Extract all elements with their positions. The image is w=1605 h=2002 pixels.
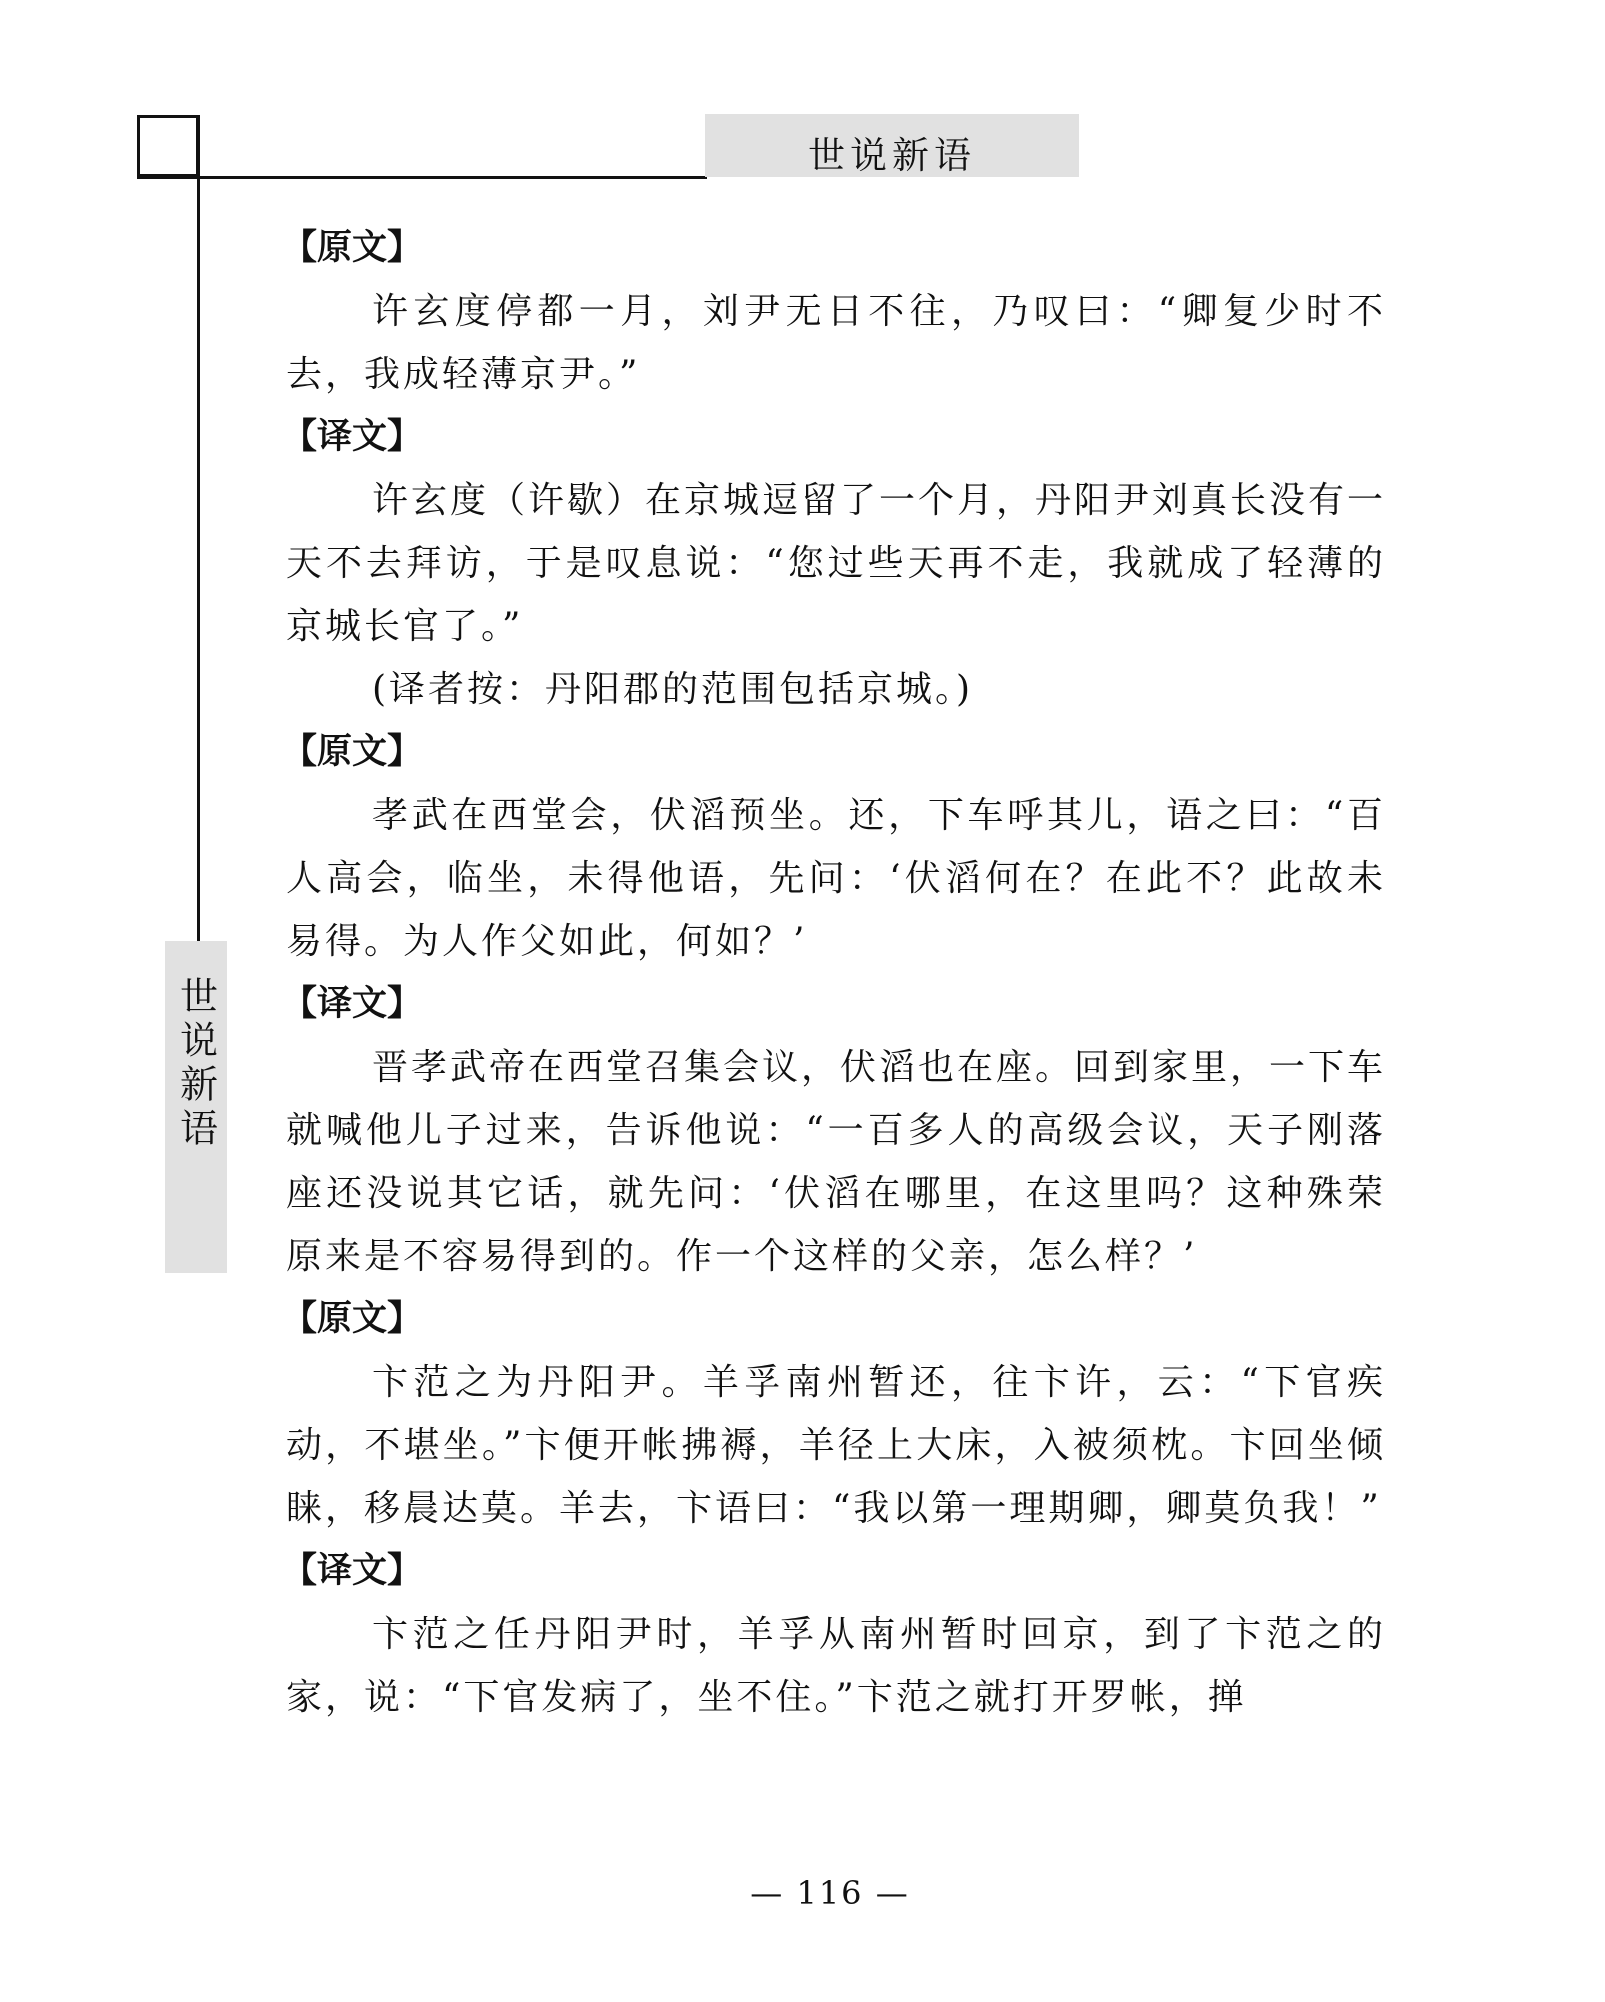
margin-vertical-rule: [197, 115, 200, 945]
section-label-translation: 【译文】: [282, 1551, 423, 1591]
paragraph: 许玄度停都一月，刘尹无日不往，乃叹曰：“卿复少时不去，我成轻薄京尹。”: [286, 291, 1386, 395]
side-thumb-tab-label: 世说新语: [173, 976, 218, 1152]
page-number: — 116 —: [750, 1874, 910, 1912]
translator-note: (译者按：丹阳郡的范围包括京城。): [372, 669, 974, 710]
running-header: [705, 114, 1079, 177]
paragraph: 卞范之为丹阳尹。羊孚南州暂还，往卞许，云：“下官疾动，不堪坐。”卞便开帐拂褥，羊径上大床，入被须枕。卞回坐倾睐，移晨达莫。羊去，卞语曰：“我以第一理期卿，卿莫负我！”: [286, 1362, 1386, 1529]
header-rule: [137, 176, 707, 179]
header-corner-box: [137, 115, 199, 177]
paragraph: 许玄度（许歇）在京城逗留了一个月，丹阳尹刘真长没有一天不去拜访，于是叹息说：“您过些天再不走，我就成了轻薄的京城长官了。”: [286, 480, 1387, 647]
paragraph: 晋孝武帝在西堂召集会议，伏滔也在座。回到家里，一下车就喊他儿子过来，告诉他说：“一百多人的高级会议，天子刚落座还没说其它话，就先问：‘伏滔在哪里，在这里吗？这种殊荣原来是不容易得到的。作一个这样的父亲，怎么样？’: [286, 1047, 1387, 1277]
paragraph: 卞范之任丹阳尹时，羊孚从南州暂时回京，到了卞范之的家，说：“下官发病了，坐不住。”卞范之就打开罗帐，掸: [286, 1614, 1386, 1718]
section-label-translation: 【译文】: [282, 417, 423, 457]
side-thumb-tab: [165, 941, 227, 1273]
section-label-original: 【原文】: [282, 228, 423, 268]
paragraph: 孝武在西堂会，伏滔预坐。还，下车呼其儿，语之曰：“百人高会，临坐，未得他语，先问：‘伏滔何在？在此不？此故未易得。为人作父如此，何如？’: [286, 795, 1386, 962]
running-header-title: 世说新语: [808, 133, 976, 177]
section-label-original: 【原文】: [282, 1299, 423, 1339]
section-label-translation: 【译文】: [282, 984, 423, 1024]
page-body: [282, 217, 1387, 1729]
section-label-original: 【原文】: [282, 732, 423, 772]
